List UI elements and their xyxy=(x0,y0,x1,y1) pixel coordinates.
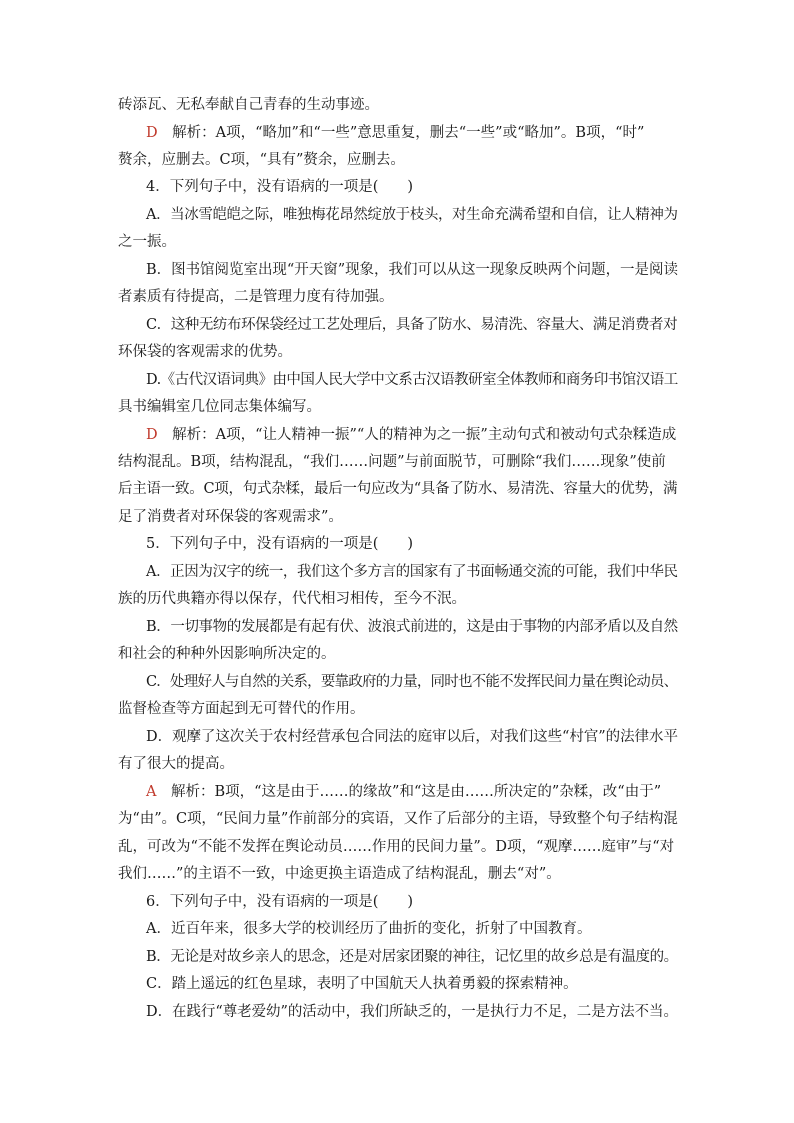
text-line xyxy=(146,727,678,747)
answer-explanation-line xyxy=(146,425,678,445)
line-text: 砖添瓦、无私奉献自己青春的生动事迹。 xyxy=(118,97,379,113)
line-text: 解析：A项，“略加”和“一些”意思重复，删去“一些”或“略加”。B项，“时” xyxy=(157,125,645,141)
line-text: 解析：A项，“让人精神一振”“人的精神为之一振”主动句式和被动句式杂糅造成 xyxy=(157,427,677,443)
line-text: 赘余，应删去。C项，“具有”赘余，应删去。 xyxy=(118,152,405,168)
text-line xyxy=(118,589,678,609)
text-line xyxy=(118,644,678,664)
text-line xyxy=(118,479,678,499)
text-line xyxy=(146,974,678,994)
line-text: 具书编辑室几位同志集体编写。 xyxy=(118,399,321,415)
line-text: 为“由”。C项，“民间力量”作前部分的宾语，又作了后部分的主语，导致整个句子结构混 xyxy=(118,811,678,827)
text-line xyxy=(146,947,678,967)
text-line xyxy=(146,1002,678,1022)
text-line xyxy=(146,177,678,197)
line-text: B．一切事物的发展都是有起有伏、波浪式前进的，这是由于事物的内部矛盾以及自然 xyxy=(146,619,678,635)
line-text: A．正因为汉字的统一，我们这个多方言的国家有了书面畅通交流的可能，我们中华民 xyxy=(146,564,678,580)
line-text: 族的历代典籍亦得以保存，代代相习相传，至今不泯。 xyxy=(118,591,466,607)
line-text: B．图书馆阅览室出现“开天窗”现象，我们可以从这一现象反映两个问题，一是阅读 xyxy=(146,262,678,278)
line-text: 6．下列句子中，没有语病的一项是( ) xyxy=(146,894,414,910)
line-text: 我们……”的主语不一致，中途更换主语造成了结构混乱，删去“对”。 xyxy=(118,866,561,882)
line-text: 足了消费者对环保袋的客观需求”。 xyxy=(118,509,343,525)
line-text: D.《古代汉语词典》由中国人民大学中文系古汉语教研室全体教师和商务印书馆汉语工 xyxy=(146,372,678,388)
text-line xyxy=(146,919,678,939)
line-text: 环保袋的客观需求的优势。 xyxy=(118,344,292,360)
answer-explanation-line xyxy=(146,782,678,802)
text-line xyxy=(146,892,678,912)
text-line xyxy=(118,809,678,829)
line-text: C．踏上遥远的红色星球，表明了中国航天人执着勇毅的探索精神。 xyxy=(146,976,578,992)
line-text: B．无论是对故乡亲人的思念，还是对居家团聚的神往，记忆里的故乡总是有温度的。 xyxy=(146,949,678,965)
line-text: C．这种无纺布环保袋经过工艺处理后，具备了防水、易清洗、容量大、满足消费者对 xyxy=(146,317,678,333)
text-line xyxy=(118,864,678,884)
text-line xyxy=(146,315,678,335)
line-text: 之一振。 xyxy=(118,234,176,250)
text-line xyxy=(118,287,678,307)
answer-letter: D xyxy=(146,427,158,443)
answer-letter: D xyxy=(146,125,158,141)
line-text: C．处理好人与自然的关系，要靠政府的力量，同时也不能不发挥民间力量在舆论动员、 xyxy=(146,674,678,690)
line-text: D．观摩了这次关于农村经营承包合同法的庭审以后，对我们这些“村官”的法律水平 xyxy=(146,729,678,745)
text-line xyxy=(118,342,678,362)
line-text: 和社会的种种外因影响所决定的。 xyxy=(118,646,336,662)
text-line xyxy=(146,562,678,582)
text-line xyxy=(118,232,678,252)
line-text: A．当冰雪皑皑之际，唯独梅花昂然绽放于枝头，对生命充满希望和自信，让人精神为 xyxy=(146,207,678,223)
text-line xyxy=(146,370,678,390)
line-text: 者素质有待提高，二是管理力度有待加强。 xyxy=(118,289,394,305)
line-text: 结构混乱。B项，结构混乱，“我们……问题”与前面脱节，可删除“我们……现象”使前 xyxy=(118,454,666,470)
text-line xyxy=(146,534,678,554)
line-text: 乱，可改为“不能不发挥在舆论动员……作用的民间力量”。D项，“观摩……庭审”与“对 xyxy=(118,839,675,855)
line-text: 5．下列句子中，没有语病的一项是( ) xyxy=(146,536,414,552)
text-line xyxy=(146,672,678,692)
line-text: 后主语一致。C项，句式杂糅，最后一句应改为“具备了防水、易清洗、容量大的优势，满 xyxy=(118,481,678,497)
line-text: 监督检查等方面起到无可替代的作用。 xyxy=(118,701,365,717)
line-text: D．在践行“尊老爱幼”的活动中，我们所缺乏的，一是执行力不足，二是方法不当。 xyxy=(146,1004,678,1020)
text-line xyxy=(118,95,678,115)
text-line xyxy=(118,452,678,472)
text-line xyxy=(118,754,678,774)
line-text: 解析：B项，“这是由于……的缘故”和“这是由……所决定的”杂糅，改“由于” xyxy=(156,784,662,800)
answer-letter: A xyxy=(146,784,157,800)
line-text: A．近百年来，很多大学的校训经历了曲折的变化，折射了中国教育。 xyxy=(146,921,592,937)
line-text: 4．下列句子中，没有语病的一项是( ) xyxy=(146,179,414,195)
text-line xyxy=(118,699,678,719)
text-line xyxy=(118,507,678,527)
text-line xyxy=(118,397,678,417)
text-line xyxy=(146,205,678,225)
text-line xyxy=(146,260,678,280)
text-line xyxy=(118,150,678,170)
text-line xyxy=(118,837,678,857)
text-line xyxy=(146,617,678,637)
line-text: 有了很大的提高。 xyxy=(118,756,234,772)
answer-explanation-line xyxy=(146,123,678,143)
